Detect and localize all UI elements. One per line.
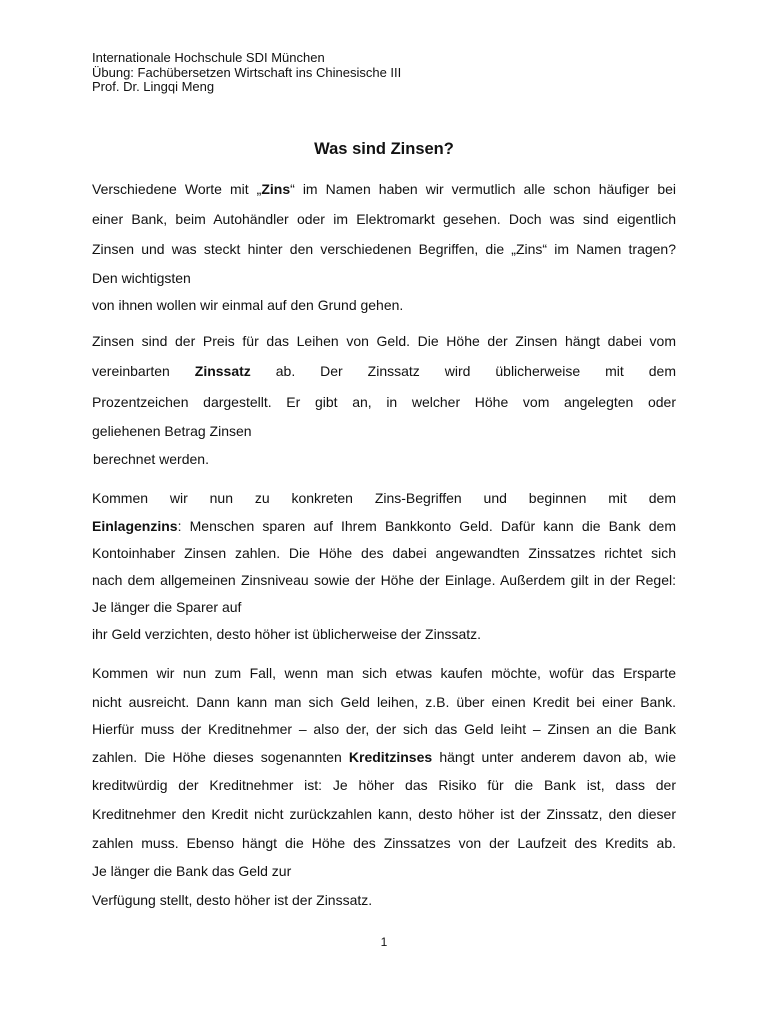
- header-course: Übung: Fachübersetzen Wirtschaft ins Chinesische III: [92, 64, 402, 80]
- paragraph-4-line-6: Kreditnehmer den Kredit nicht zurückzahlen kann, desto höher ist der Zinssatz, den dieser: [92, 806, 676, 822]
- paragraph-3-line-3: Kontoinhaber Zinsen zahlen. Die Höhe des dabei angewandten Zinssatzes richtet sich: [92, 545, 676, 561]
- paragraph-2-line-2: [92, 362, 676, 380]
- bold-term-kreditzinses: Kreditzinses: [348, 749, 433, 765]
- paragraph-3-line-4: nach dem allgemeinen Zinsniveau sowie der Höhe der Einlage. Außerdem gilt in der Regel:: [92, 572, 676, 588]
- page-number: 1: [380, 935, 388, 949]
- paragraph-3-line-5: Je länger die Sparer auf: [92, 599, 242, 615]
- text-segment: ab. Der Zinssatz wird üblicherweise mit dem: [250, 363, 676, 379]
- text-segment: : Menschen sparen auf Ihrem Bankkonto Geld. Dafür kann die Bank dem: [177, 518, 676, 534]
- header-institution: Internationale Hochschule SDI München: [92, 50, 325, 65]
- paragraph-3-line-6: ihr Geld verzichten, desto höher ist üblicherweise der Zinssatz.: [92, 626, 482, 642]
- text-segment: vereinbarten: [92, 363, 195, 379]
- header-professor: Prof. Dr. Lingqi Meng: [92, 79, 215, 94]
- paragraph-2-line-3: Prozentzeichen dargestellt. Er gibt an, in welcher Höhe vom angelegten oder: [92, 394, 676, 410]
- paragraph-1-line-5: von ihnen wollen wir einmal auf den Grund gehen.: [92, 297, 404, 313]
- bold-term-zinssatz: Zinssatz: [194, 363, 251, 379]
- bold-term-einlagenzins: Einlagenzins: [92, 518, 178, 534]
- bold-term-zins: Zins: [261, 181, 291, 197]
- paragraph-2-line-4: geliehenen Betrag Zinsen: [92, 423, 252, 439]
- document-title: Was sind Zinsen?: [314, 140, 454, 158]
- paragraph-2-line-1: Zinsen sind der Preis für das Leihen von Geld. Die Höhe der Zinsen hängt dabei vom: [92, 333, 676, 349]
- paragraph-4-line-8: Je länger die Bank das Geld zur: [92, 863, 292, 879]
- document-header: [92, 51, 401, 95]
- paragraph-4-line-1: Kommen wir nun zum Fall, wenn man sich etwas kaufen möchte, wofür das Ersparte: [92, 665, 676, 681]
- paragraph-1-line-4: Den wichtigsten: [92, 270, 191, 286]
- text-segment: zahlen. Die Höhe dieses sogenannten: [92, 749, 349, 765]
- paragraph-1-line-1: [92, 180, 676, 198]
- paragraph-1-line-3: Zinsen und was steckt hinter den verschiedenen Begriffen, die „Zins“ im Namen tragen?: [92, 241, 676, 257]
- text-segment: hängt unter anderem davon ab, wie: [432, 749, 676, 765]
- paragraph-4-line-7: zahlen muss. Ebenso hängt die Höhe des Zinssatzes von der Laufzeit des Kredits ab.: [92, 835, 676, 851]
- text-segment: Verschiedene Worte mit „: [92, 181, 262, 197]
- paragraph-3-line-1: Kommen wir nun zu konkreten Zins-Begriffen und beginnen mit dem: [92, 490, 676, 506]
- paragraph-4-line-3: Hierfür muss der Kreditnehmer – also der, der sich das Geld leiht – Zinsen an die Bank: [92, 721, 676, 737]
- paragraph-4-line-4: [92, 748, 676, 766]
- text-segment: “ im Namen haben wir vermutlich alle schon häufiger bei: [290, 181, 676, 197]
- paragraph-2-line-5: berechnet werden.: [93, 451, 209, 467]
- paragraph-3-line-2: [92, 517, 676, 535]
- paragraph-4-line-9: Verfügung stellt, desto höher ist der Zinssatz.: [92, 892, 373, 908]
- paragraph-4-line-2: nicht ausreicht. Dann kann man sich Geld leihen, z.B. über einen Kredit bei einer Bank.: [92, 694, 676, 710]
- paragraph-1-line-2: einer Bank, beim Autohändler oder im Elektromarkt gesehen. Doch was sind eigentlich: [92, 211, 676, 227]
- paragraph-4-line-5: kreditwürdig der Kreditnehmer ist: Je höher das Risiko für die Bank ist, dass der: [92, 777, 676, 793]
